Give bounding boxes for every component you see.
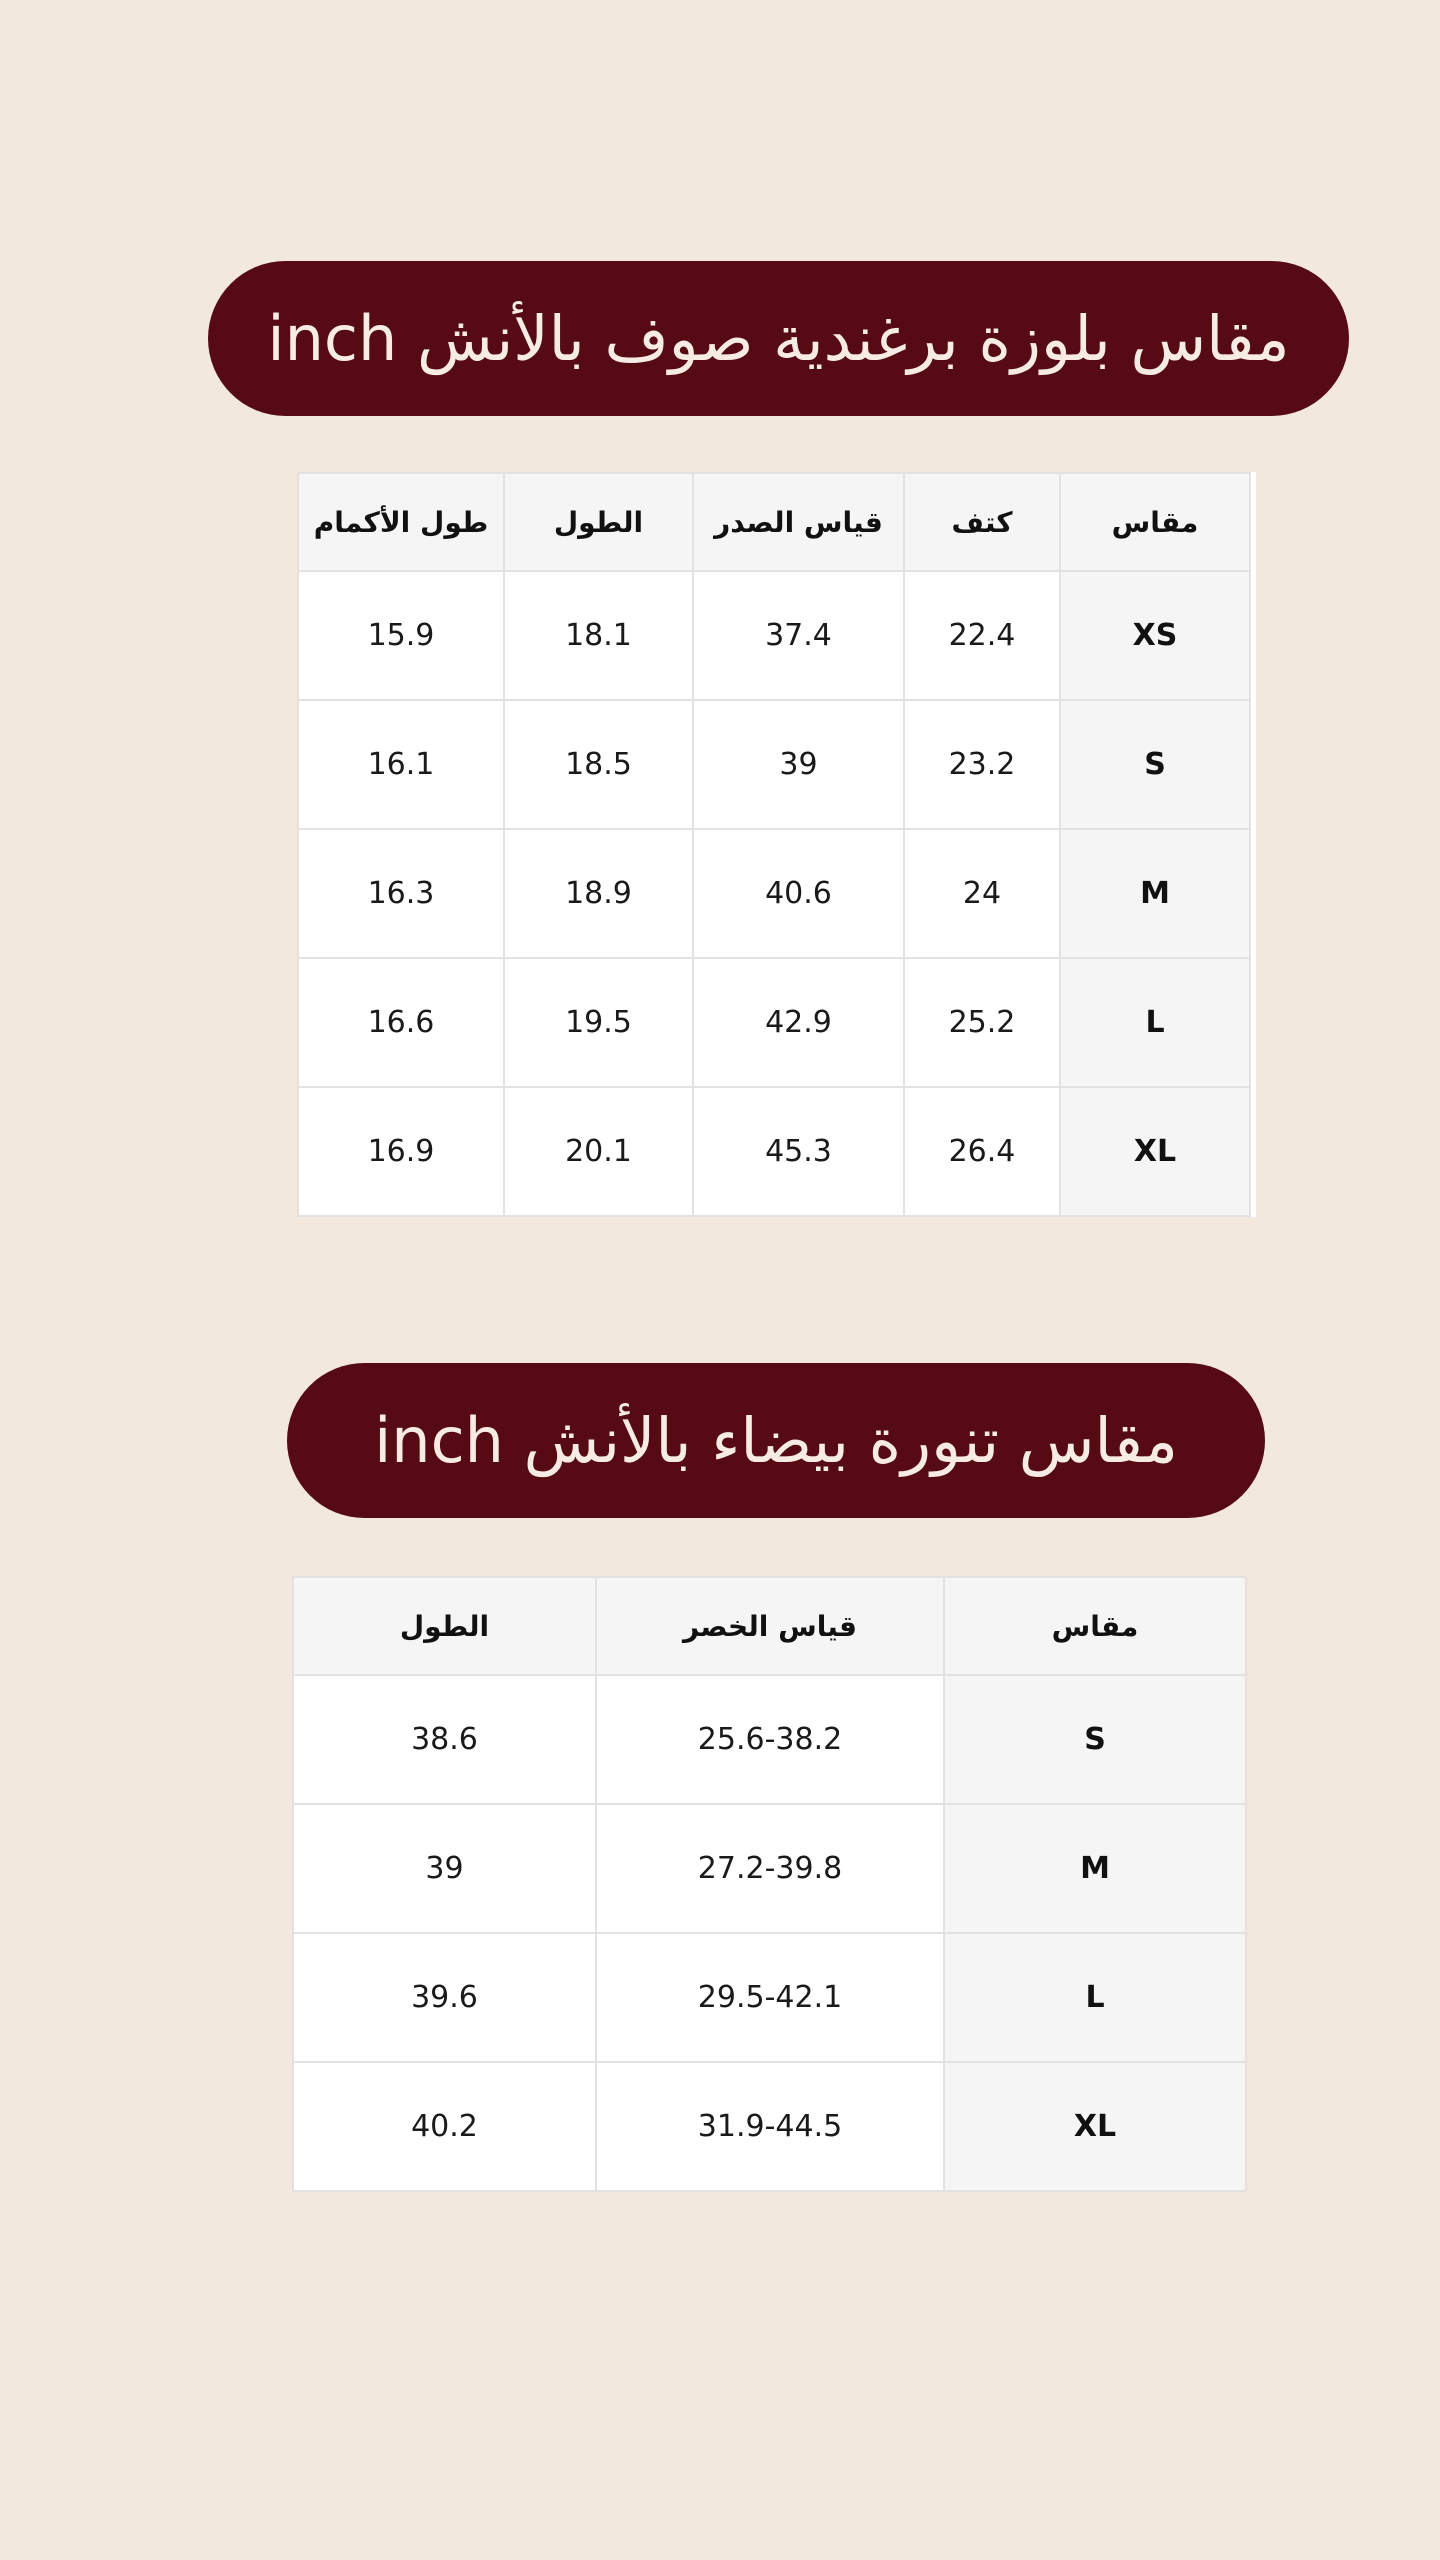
length-cell: 18.5 [504, 700, 693, 829]
column-header-shoulder: كتف [904, 473, 1060, 571]
chest-cell: 39 [693, 700, 904, 829]
column-header-length: الطول [504, 473, 693, 571]
size-cell: S [944, 1675, 1246, 1804]
skirt-title: مقاس تنورة بيضاء بالأنش inch [374, 1403, 1178, 1477]
length-cell: 39.6 [293, 1933, 596, 2062]
table-header-row [293, 1577, 1246, 1675]
chest-cell: 40.6 [693, 829, 904, 958]
length-cell: 40.2 [293, 2062, 596, 2191]
table-header-row [298, 473, 1250, 571]
length-cell: 39 [293, 1804, 596, 1933]
size-cell: XL [1060, 1087, 1250, 1216]
table-row [298, 700, 1250, 829]
table-row [293, 1675, 1246, 1804]
table-row [298, 571, 1250, 700]
table-row [298, 1087, 1250, 1216]
blouse-size-table [297, 472, 1251, 1217]
sleeve-length-cell: 16.3 [298, 829, 504, 958]
column-header-waist: قياس الخصر [596, 1577, 944, 1675]
chest-cell: 42.9 [693, 958, 904, 1087]
sleeve-length-cell: 16.6 [298, 958, 504, 1087]
column-header-sleeve-length: طول الأكمام [298, 473, 504, 571]
chest-cell: 37.4 [693, 571, 904, 700]
shoulder-cell: 22.4 [904, 571, 1060, 700]
shoulder-cell: 25.2 [904, 958, 1060, 1087]
size-cell: L [944, 1933, 1246, 2062]
column-header-length: الطول [293, 1577, 596, 1675]
table-row [293, 2062, 1246, 2191]
sleeve-length-cell: 16.9 [298, 1087, 504, 1216]
table-row [298, 829, 1250, 958]
waist-cell: 25.6-38.2 [596, 1675, 944, 1804]
size-cell: XS [1060, 571, 1250, 700]
size-cell: M [944, 1804, 1246, 1933]
length-cell: 19.5 [504, 958, 693, 1087]
blouse-title: مقاس بلوزة برغندية صوف بالأنش inch [267, 301, 1290, 375]
chest-cell: 45.3 [693, 1087, 904, 1216]
size-cell: S [1060, 700, 1250, 829]
waist-cell: 27.2-39.8 [596, 1804, 944, 1933]
length-cell: 38.6 [293, 1675, 596, 1804]
sleeve-length-cell: 16.1 [298, 700, 504, 829]
skirt-size-table [292, 1576, 1247, 2192]
waist-cell: 31.9-44.5 [596, 2062, 944, 2191]
column-header-chest: قياس الصدر [693, 473, 904, 571]
table-row [293, 1804, 1246, 1933]
skirt-title-banner [287, 1363, 1265, 1518]
size-cell: L [1060, 958, 1250, 1087]
column-header-size: مقاس [1060, 473, 1250, 571]
table-row [293, 1933, 1246, 2062]
length-cell: 18.9 [504, 829, 693, 958]
shoulder-cell: 23.2 [904, 700, 1060, 829]
blouse-title-banner [208, 261, 1349, 416]
length-cell: 20.1 [504, 1087, 693, 1216]
size-cell: M [1060, 829, 1250, 958]
length-cell: 18.1 [504, 571, 693, 700]
shoulder-cell: 26.4 [904, 1087, 1060, 1216]
waist-cell: 29.5-42.1 [596, 1933, 944, 2062]
column-header-size: مقاس [944, 1577, 1246, 1675]
shoulder-cell: 24 [904, 829, 1060, 958]
table-row [298, 958, 1250, 1087]
size-cell: XL [944, 2062, 1246, 2191]
sleeve-length-cell: 15.9 [298, 571, 504, 700]
